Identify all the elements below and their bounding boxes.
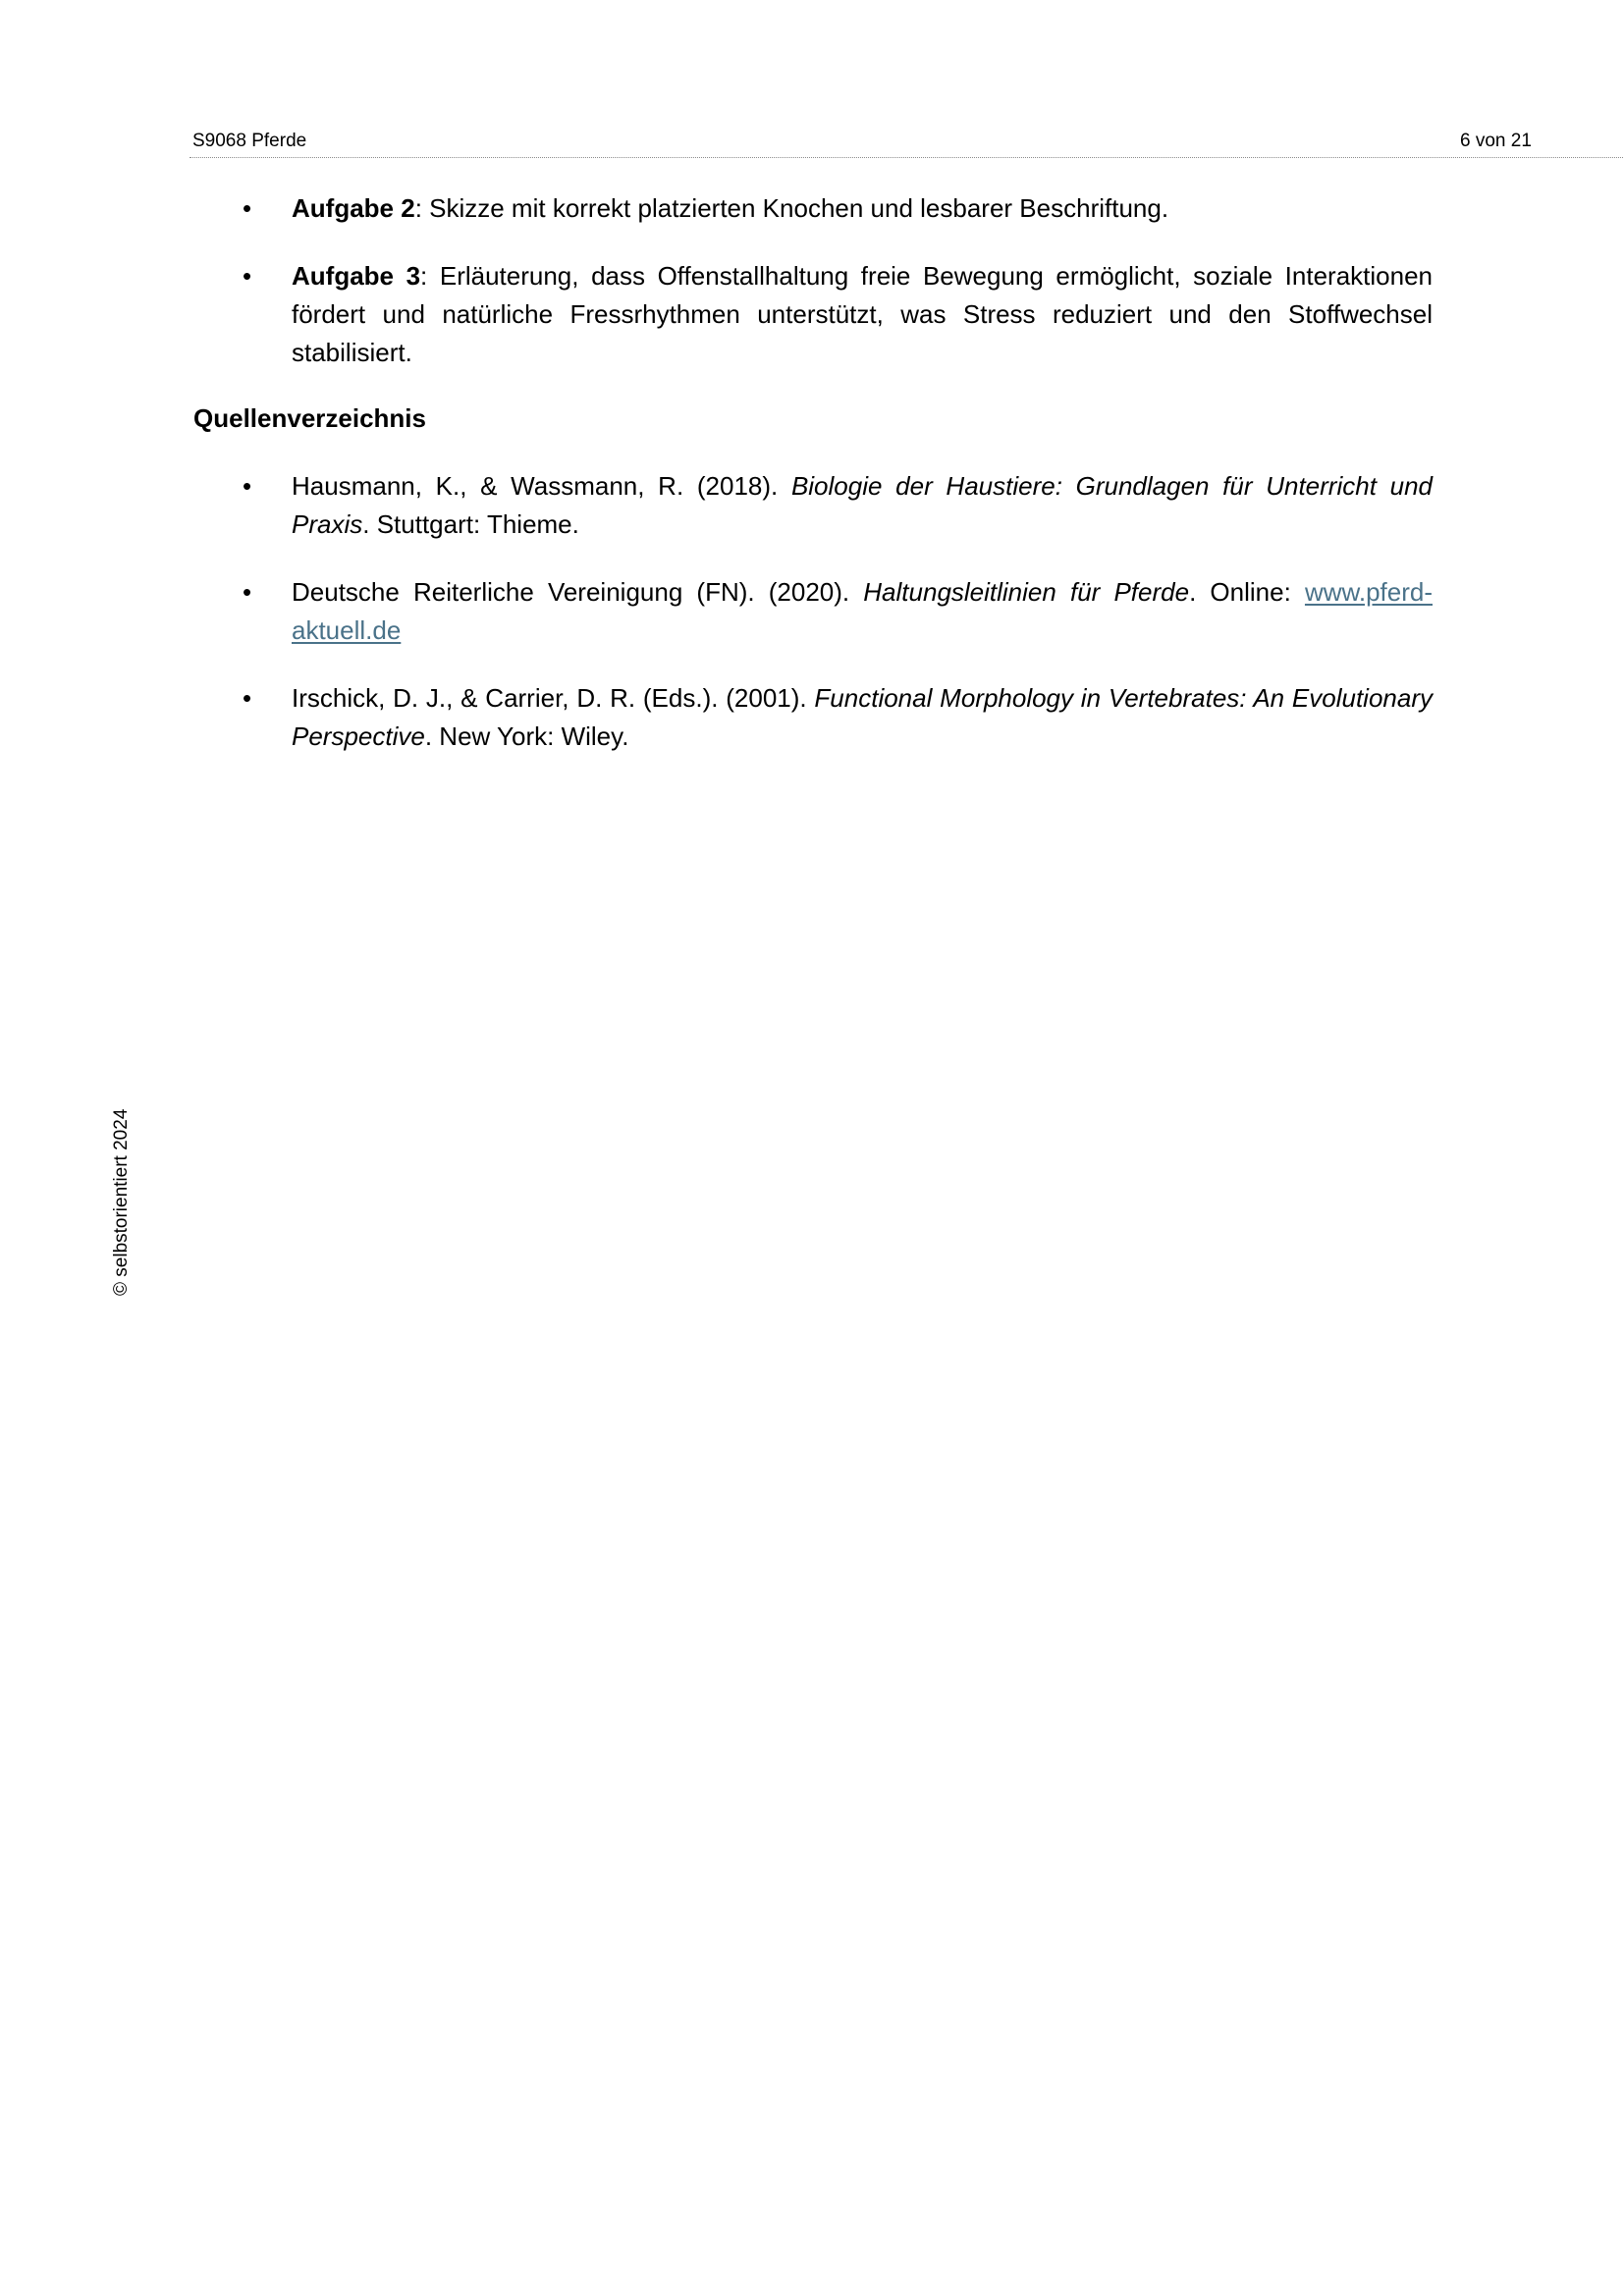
task-text: : Skizze mit korrekt platzierten Knochen und lesbarer Beschriftung. <box>414 193 1169 223</box>
reference-title: Biologie der Haustiere: Grundlagen für Unterricht und Praxis <box>292 471 1433 539</box>
list-item <box>193 257 1433 372</box>
list-item <box>193 189 1433 228</box>
reference-title: Functional Morphology in Vertebrates: An Evolutionary Perspective <box>292 683 1433 751</box>
page-header <box>189 128 1623 158</box>
task-label: Aufgabe 2 <box>292 193 415 223</box>
reference-publisher: . Stuttgart: Thieme. <box>362 509 579 539</box>
page-number: 6 von 21 <box>1460 131 1532 151</box>
reference-authors: Irschick, D. J., & Carrier, D. R. (Eds.). (2001). <box>292 683 815 713</box>
list-item <box>193 467 1433 544</box>
reference-title: Haltungsleitlinien für Pferde <box>863 577 1190 607</box>
bullet-icon: • <box>243 471 252 501</box>
reference-authors: Deutsche Reiterliche Vereinigung (FN). (2020). <box>292 577 864 607</box>
task-solution-list <box>193 189 1433 372</box>
reference-authors: Hausmann, K., & Wassmann, R. (2018). <box>292 471 791 501</box>
bullet-icon: • <box>243 193 252 223</box>
reference-link[interactable]: www.pferd-aktuell.de <box>292 577 1433 645</box>
bibliography-heading: Quellenverzeichnis <box>193 403 426 433</box>
bullet-icon: • <box>243 577 252 607</box>
reference-publisher: . New York: Wiley. <box>424 721 629 751</box>
task-text: : Erläuterung, dass Offenstallhaltung freie Bewegung ermöglicht, soziale Interaktionen fördert und natürliche Fressrhythmen unterstützt, was Stress reduziert und den Stoffwechsel stabilisiert. <box>292 261 1433 367</box>
task-label: Aufgabe 3 <box>292 261 421 291</box>
copyright-notice: © selbstorientiert 2024 <box>111 1108 132 1296</box>
bullet-icon: • <box>243 261 252 291</box>
bibliography-list <box>193 467 1433 756</box>
bullet-icon: • <box>243 683 252 713</box>
list-item <box>193 679 1433 756</box>
list-item <box>193 573 1433 650</box>
reference-publisher: . Online: <box>1189 577 1305 607</box>
document-title: S9068 Pferde <box>192 131 307 151</box>
page-content <box>193 189 1433 785</box>
